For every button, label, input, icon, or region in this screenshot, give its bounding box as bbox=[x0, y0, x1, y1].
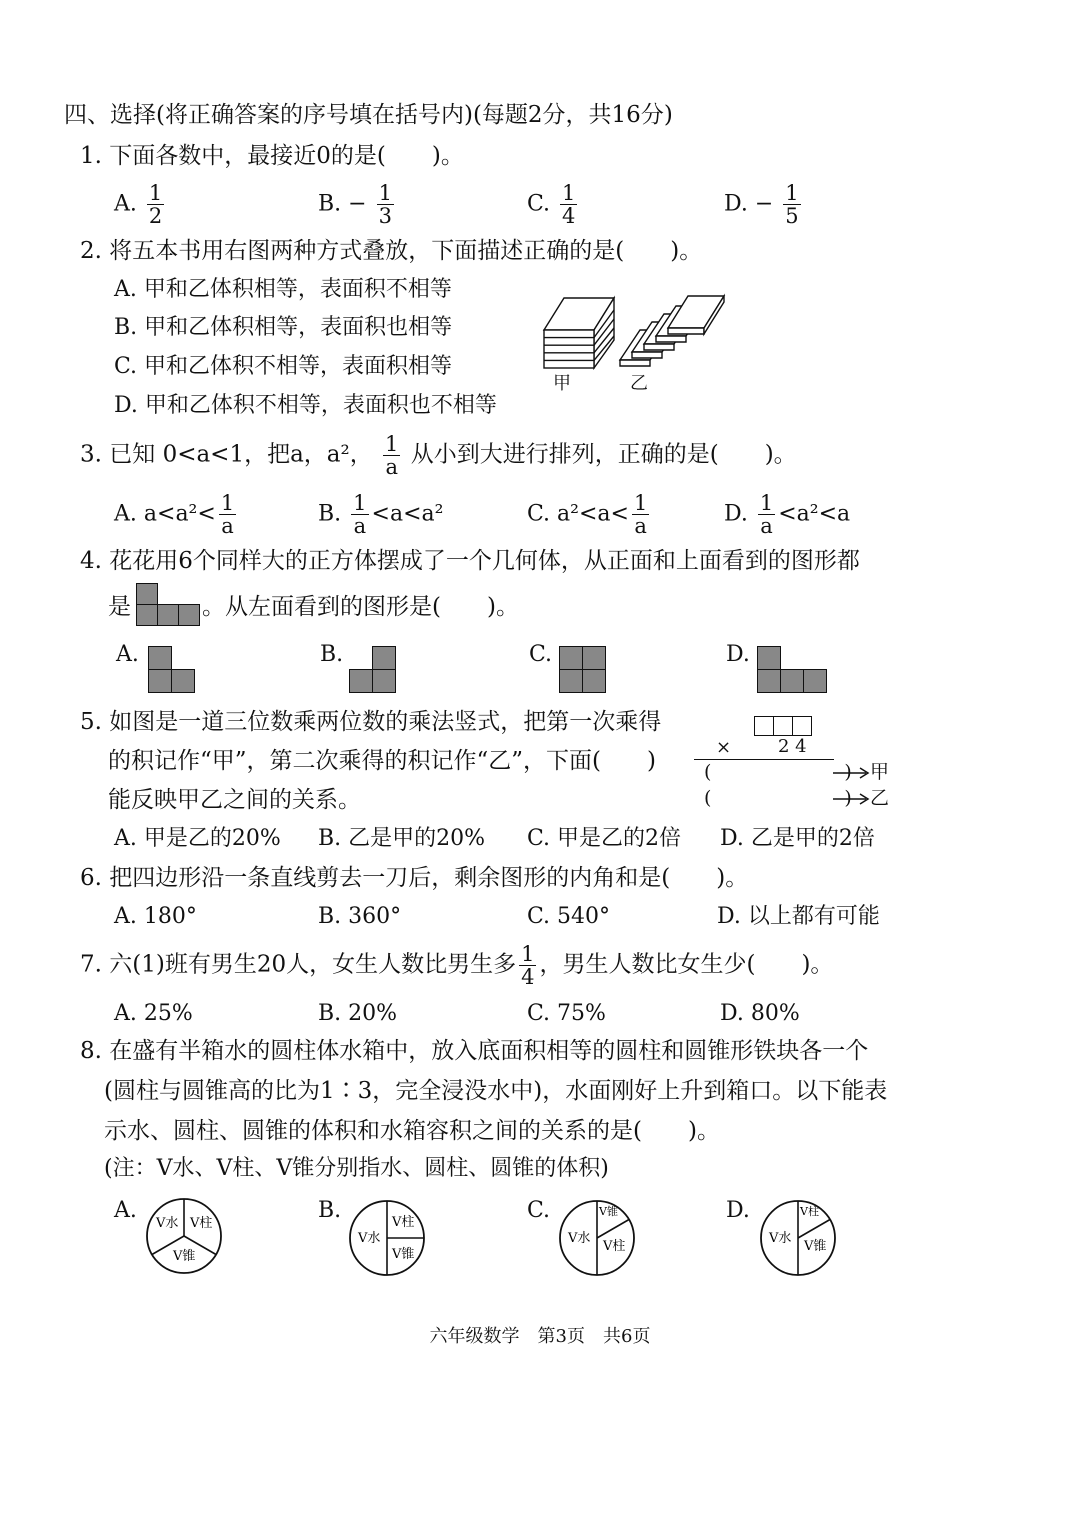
q7-stem-part-a: 7. 六(1)班有男生20人，女生人数比男生多 bbox=[80, 951, 517, 978]
label-v-water: V水 bbox=[568, 1231, 591, 1246]
option-sign: − bbox=[754, 191, 774, 217]
option-label: D. bbox=[724, 501, 748, 527]
digit-box bbox=[773, 716, 793, 736]
label-v-cone: V锥 bbox=[599, 1205, 618, 1218]
q1-option-c[interactable] bbox=[527, 182, 580, 227]
fig-label-yi: 乙 bbox=[630, 373, 648, 394]
label-v-cone: V锥 bbox=[804, 1239, 827, 1254]
fraction: $\frac{1}{a}$ bbox=[353, 491, 367, 539]
fraction: $\frac{1}{3}$ bbox=[378, 181, 392, 229]
cube bbox=[148, 669, 172, 693]
arrow-label-yi: 乙 bbox=[870, 787, 890, 809]
q8-stem-line2: (圆柱与圆锥高的比为1∶3，完全浸没水中)，水面刚好上升到箱口。以下能表 bbox=[104, 1078, 888, 1104]
q7-option-a[interactable]: A. 25% bbox=[114, 1001, 193, 1026]
q3-option-b[interactable] bbox=[318, 492, 443, 537]
q5-option-c[interactable]: C. 甲是乙的2倍 bbox=[527, 826, 682, 851]
q2-option-d[interactable]: D. 甲和乙体积不相等，表面积也不相等 bbox=[114, 393, 497, 418]
q8-stem-line3: 示水、圆柱、圆锥的体积和水箱容积之间的关系的是( )。 bbox=[104, 1118, 720, 1144]
q8-note: (注：V水、V柱、V锥分别指水、圆柱、圆锥的体积) bbox=[104, 1156, 609, 1181]
q6-option-b[interactable]: B. 360° bbox=[318, 904, 402, 929]
digit-box bbox=[792, 716, 812, 736]
page-footer: 六年级数学 第3页 共6页 bbox=[429, 1326, 651, 1347]
q3-stem bbox=[80, 433, 797, 478]
q5-option-b[interactable]: B. 乙是甲的20% bbox=[318, 826, 486, 851]
q6-stem: 6. 把四边形沿一条直线剪去一刀后，剩余图形的内角和是( )。 bbox=[80, 865, 749, 891]
option-text: a²<a< bbox=[557, 501, 629, 527]
cube bbox=[559, 669, 583, 693]
cube bbox=[559, 646, 583, 670]
cube bbox=[178, 604, 200, 626]
cube bbox=[757, 646, 781, 670]
label-v-cone: V锥 bbox=[392, 1247, 415, 1262]
q2-option-a[interactable]: A. 甲和乙体积相等，表面积不相等 bbox=[114, 277, 452, 302]
q5-option-d[interactable]: D. 乙是甲的2倍 bbox=[720, 826, 875, 851]
option-label: A. bbox=[114, 191, 137, 217]
q3-stem-part-b: 从小到大进行排列，正确的是( )。 bbox=[410, 441, 797, 468]
label-v-cyl: V柱 bbox=[603, 1239, 626, 1254]
option-label: A. bbox=[114, 501, 137, 527]
stack-jia bbox=[544, 298, 614, 368]
q8-option-c-pie[interactable] bbox=[557, 1198, 637, 1278]
q7-option-b[interactable]: B. 20% bbox=[318, 1001, 398, 1026]
q4-option-b-label[interactable]: B. bbox=[320, 642, 344, 667]
q5-stem-line3: 能反映甲乙之间的关系。 bbox=[108, 787, 361, 813]
label-v-cone: V锥 bbox=[173, 1249, 196, 1264]
cube bbox=[171, 669, 195, 693]
fraction: $\frac{1}{a}$ bbox=[385, 432, 399, 480]
q3-option-d[interactable] bbox=[724, 492, 850, 537]
q5-option-a[interactable]: A. 甲是乙的20% bbox=[114, 826, 281, 851]
cube bbox=[780, 669, 804, 693]
option-text: <a²<a bbox=[778, 501, 851, 527]
cube bbox=[582, 646, 606, 670]
fig-label-jia: 甲 bbox=[553, 373, 571, 394]
q8-option-a-label[interactable]: A. bbox=[114, 1198, 137, 1223]
arrow-icon bbox=[832, 765, 872, 781]
q1-option-b[interactable] bbox=[318, 182, 397, 227]
q8-option-c-label[interactable]: C. bbox=[527, 1198, 551, 1223]
rule-line bbox=[694, 759, 834, 760]
stack-yi bbox=[620, 296, 724, 366]
q8-option-b-label[interactable]: B. bbox=[318, 1198, 342, 1223]
q6-option-c[interactable]: C. 540° bbox=[527, 904, 611, 929]
q4-option-c-label[interactable]: C. bbox=[529, 642, 553, 667]
q8-option-d-label[interactable]: D. bbox=[726, 1198, 750, 1223]
q2-stem: 2. 将五本书用右图两种方式叠放，下面描述正确的是( )。 bbox=[80, 238, 703, 264]
fraction: $\frac{1}{2}$ bbox=[148, 181, 163, 229]
label-v-cyl: V柱 bbox=[392, 1215, 415, 1230]
q1-option-a[interactable] bbox=[114, 182, 167, 227]
q8-option-b-pie[interactable] bbox=[347, 1198, 427, 1278]
q8-option-d-pie[interactable] bbox=[758, 1198, 838, 1278]
partial-product-1: ( ) bbox=[704, 761, 852, 783]
option-text: <a<a² bbox=[371, 501, 444, 527]
cube bbox=[136, 604, 158, 626]
q7-option-c[interactable]: C. 75% bbox=[527, 1001, 606, 1026]
q3-option-c[interactable] bbox=[527, 492, 652, 537]
q4-stem-line1: 4. 花花用6个同样大的正方体摆成了一个几何体，从正面和上面看到的图形都 bbox=[80, 548, 860, 574]
option-label: C. bbox=[527, 501, 551, 527]
cube bbox=[349, 669, 373, 693]
q4-stem-line2b: 。从左面看到的图形是( )。 bbox=[202, 594, 519, 620]
option-label: D. bbox=[724, 191, 748, 217]
fraction: $\frac{1}{a}$ bbox=[633, 491, 648, 539]
q6-option-a[interactable]: A. 180° bbox=[114, 904, 197, 929]
section-title: 四、选择(将正确答案的序号填在括号内)(每题2分，共16分) bbox=[64, 102, 673, 128]
q7-stem bbox=[80, 943, 833, 988]
q3-option-a[interactable] bbox=[114, 492, 239, 537]
q2-option-b[interactable]: B. 甲和乙体积相等，表面积也相等 bbox=[114, 315, 453, 340]
cube bbox=[148, 646, 172, 670]
cube bbox=[136, 583, 158, 605]
q8-stem-line1: 8. 在盛有半箱水的圆柱体水箱中，放入底面积相等的圆柱和圆锥形铁块各一个 bbox=[80, 1038, 869, 1064]
book-stack-figure bbox=[540, 290, 740, 370]
arrow-label-jia: 甲 bbox=[870, 761, 890, 783]
option-label: C. bbox=[527, 191, 551, 217]
option-sign: − bbox=[348, 191, 367, 217]
label-v-water: V水 bbox=[769, 1231, 792, 1246]
q5-stem-line2: 的积记作“甲”，第二次乘得的积记作“乙”，下面( ) bbox=[108, 748, 656, 774]
cube bbox=[157, 604, 179, 626]
q4-option-d-label[interactable]: D. bbox=[726, 642, 750, 667]
q1-stem: 1. 下面各数中，最接近0的是( )。 bbox=[80, 143, 464, 169]
fraction: $\frac{1}{4}$ bbox=[521, 942, 535, 990]
q4-stem-line2a: 是 bbox=[108, 594, 131, 620]
digit-box bbox=[754, 716, 774, 736]
fraction: $\frac{1}{a}$ bbox=[220, 491, 235, 539]
q7-option-d[interactable]: D. 80% bbox=[720, 1001, 800, 1026]
multiplier: 2 4 bbox=[778, 736, 807, 757]
arrow-icon bbox=[832, 791, 872, 807]
cube bbox=[372, 669, 396, 693]
cube bbox=[372, 646, 396, 670]
q3-stem-part-a: 3. 已知 0<a<1，把a，a²， bbox=[80, 441, 373, 468]
cube bbox=[757, 669, 781, 693]
cube bbox=[803, 669, 827, 693]
partial-product-2: ( ) bbox=[704, 787, 852, 809]
option-text: a<a²< bbox=[143, 501, 216, 527]
option-label: B. bbox=[318, 501, 342, 527]
label-v-cyl: V柱 bbox=[800, 1205, 819, 1218]
option-label: B. bbox=[318, 191, 342, 217]
fraction: $\frac{1}{4}$ bbox=[562, 181, 576, 229]
q7-stem-part-b: ，男生人数比女生少( )。 bbox=[539, 951, 834, 978]
q5-stem-line1: 5. 如图是一道三位数乘两位数的乘法竖式，把第一次乘得 bbox=[80, 709, 662, 735]
label-v-water: V水 bbox=[156, 1216, 179, 1231]
cube bbox=[582, 669, 606, 693]
q8-option-a-pie[interactable] bbox=[144, 1196, 224, 1276]
label-v-water: V水 bbox=[358, 1231, 381, 1246]
q2-option-c[interactable]: C. 甲和乙体积不相等，表面积相等 bbox=[114, 354, 453, 379]
fraction: $\frac{1}{a}$ bbox=[759, 491, 774, 539]
times-sign: × bbox=[716, 737, 732, 758]
q1-option-d[interactable] bbox=[724, 182, 804, 227]
q6-option-d[interactable]: D. 以上都有可能 bbox=[717, 904, 880, 929]
label-v-cyl: V柱 bbox=[190, 1216, 213, 1231]
q4-option-a-label[interactable]: A. bbox=[116, 642, 139, 667]
fraction: $\frac{1}{5}$ bbox=[785, 181, 799, 229]
